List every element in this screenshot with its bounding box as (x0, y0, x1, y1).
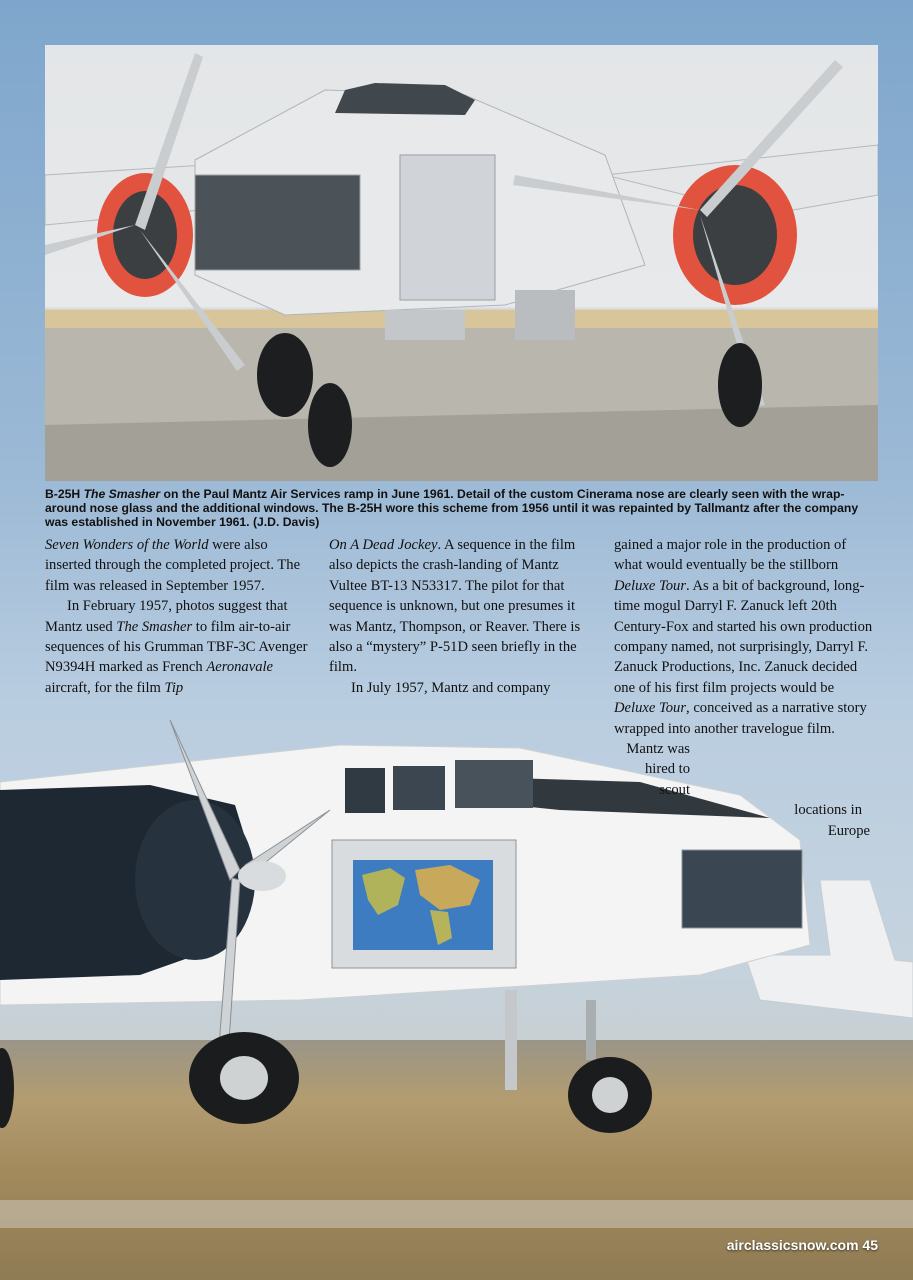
col3-paragraph-1 (614, 535, 876, 739)
page-footer (727, 1237, 878, 1253)
caption-prefix: B-25H (45, 487, 84, 501)
top-plane-illustration (45, 45, 878, 481)
col3-p1-c: , conceived as a narrative story wrapped into another travelogue film. (614, 700, 867, 737)
runway-strip (0, 1200, 913, 1228)
film-title: On A Dead Jockey (329, 537, 438, 553)
col3-line-a: Mantz was hired to scout (626, 741, 690, 798)
col3-line-b: locations in (794, 802, 862, 819)
col1-paragraph-1 (45, 535, 313, 596)
aircraft-name: The Smasher (116, 618, 193, 635)
film-title: Deluxe Tour (614, 577, 687, 594)
col1-paragraph-2 (45, 596, 313, 698)
film-title: Seven Wonders of the World (45, 537, 209, 553)
text-column-3 (614, 535, 876, 841)
film-title-tip: Tip (164, 679, 184, 696)
top-photo (45, 45, 878, 481)
photo-caption (45, 487, 881, 529)
site-url: airclassicsnow.com (726, 1237, 859, 1253)
col3-p1-b: . As a bit of background, long-time mogul Darryl F. Zanuck left 20th Century-Fox and started his own production company named, not surprisingly, Darryl F. Zanuck Productions, Inc. Zanuck decided one of his first film projects would be (614, 577, 873, 696)
aeronavale-text: Aeronavale (206, 659, 274, 676)
col1-p2-b: to film air-to-air sequences of his Grumman TBF-3C Avenger N9394H marked as French (45, 618, 308, 676)
col1-p1-text: were also inserted through the completed project. The film was released in September 1957. (45, 537, 301, 594)
col2-paragraph-2: In July 1957, Mantz and company (351, 679, 551, 696)
text-column-2 (329, 535, 597, 698)
page-number: 45 (862, 1237, 878, 1253)
col1-p2-a: In February 1957, photos suggest that Mantz used (45, 598, 288, 635)
caption-aircraft-name: The Smasher (83, 487, 161, 501)
col2-p1-text: . A sequence in the film also depicts the crash-landing of Mantz Vultee BT-13 N53317. The pilot for that sequence is unknown, but one presumes it was Mantz, Thompson, or Reaver. There is also a “mystery” P-51D seen briefly in the film. (329, 537, 581, 676)
film-title: Deluxe Tour (614, 700, 687, 717)
col3-line-c: Europe (827, 822, 870, 839)
col2-paragraph-1 (329, 535, 597, 678)
caption-text: on the Paul Mantz Air Services ramp in June 1961. Detail of the custom Cinerama nose are clearly seen with the wrap-around nose glass and the additional windows. The B-25H wore this scheme from 1956 until it was repainted by Tallmantz after the company was established in November 1961. (J.D. Davis) (45, 487, 859, 529)
col3-p1-a: gained a major role in the production of what would eventually be the stillborn (614, 537, 847, 574)
col1-p2-c: aircraft, for the film (45, 679, 165, 696)
text-column-1 (45, 535, 313, 698)
